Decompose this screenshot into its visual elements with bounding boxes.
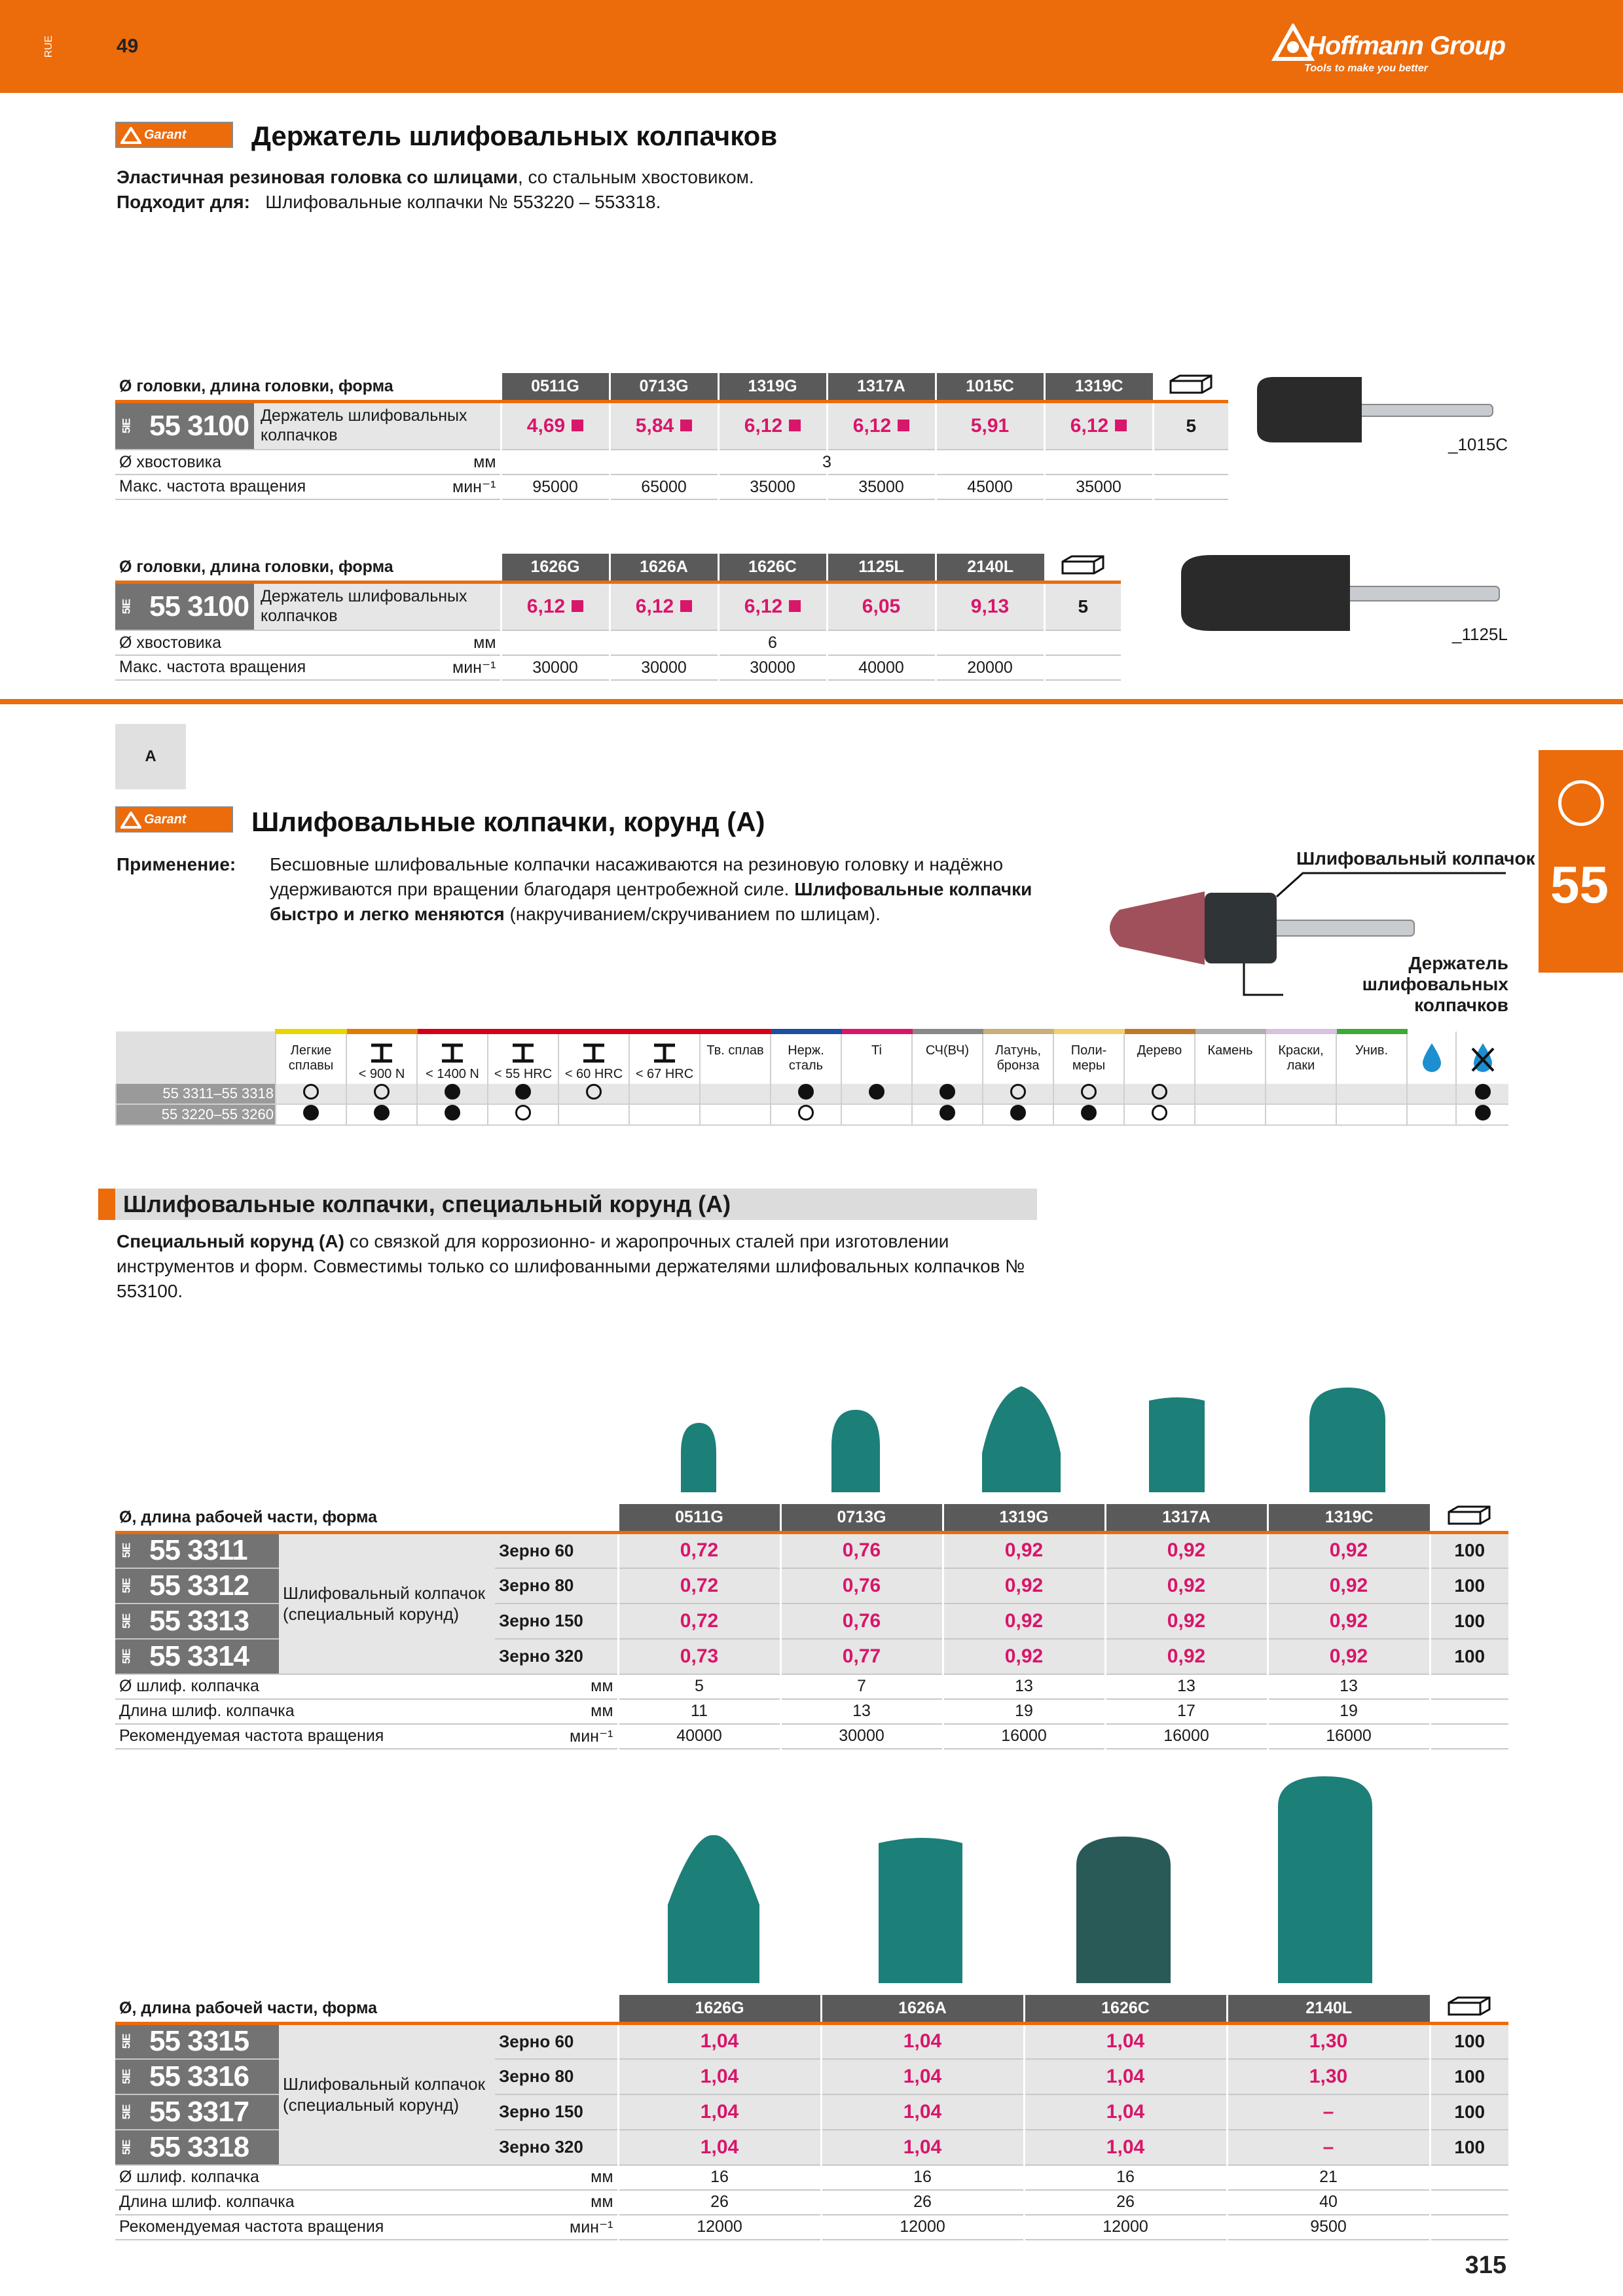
t2-price: 6,05 <box>827 583 936 631</box>
desc-bold: Эластичная резиновая головка со шлицами <box>117 167 518 187</box>
t4-grit: Зерно 80 <box>495 2059 618 2094</box>
t1-col: 0511G <box>501 373 610 402</box>
t4-col: 1626G <box>618 1995 821 2024</box>
t2-price: 6,12 <box>718 583 827 631</box>
t4-article-number: 5IE 55 3316 <box>115 2059 279 2094</box>
brand-name: Hoffmann Group <box>1306 31 1505 60</box>
t2-col: 1626A <box>610 554 718 583</box>
t4-price: 1,04 <box>618 2024 821 2059</box>
holder-caption-2: _1125L <box>1452 624 1508 644</box>
t3-price: 0,92 <box>1267 1533 1430 1568</box>
material-mark <box>1124 1104 1195 1125</box>
i-beam-icon <box>348 1043 415 1067</box>
t4-pack: 100 <box>1430 2094 1508 2130</box>
t4-pack: 100 <box>1430 2024 1508 2059</box>
t1-shank-value: 3 <box>501 450 1153 475</box>
t1-price: 6,12 <box>718 402 827 450</box>
t4-price: 1,04 <box>821 2130 1024 2165</box>
t1-price: 6,12 <box>827 402 936 450</box>
material-mark <box>1266 1104 1336 1125</box>
t4-price: 1,04 <box>1024 2130 1227 2165</box>
t3-col: 0511G <box>618 1504 780 1533</box>
t3-price: 0,92 <box>1267 1639 1430 1674</box>
t3-pack: 100 <box>1430 1533 1508 1568</box>
material-mark <box>1195 1104 1266 1125</box>
material-mark <box>629 1084 700 1104</box>
t3-spec-row: Длина шлиф. колпачка мм 11 13 19 17 19 <box>115 1699 1508 1724</box>
t3-grit: Зерно 320 <box>495 1639 618 1674</box>
t4-grit: Зерно 320 <box>495 2130 618 2165</box>
t2-article-number <box>115 584 254 630</box>
material-range: 55 3220–55 3260 <box>116 1104 276 1125</box>
material-label: Тв. сплав <box>706 1043 764 1058</box>
t4-spec-row: Ø шлиф. колпачка мм 16 16 16 21 <box>115 2165 1508 2190</box>
material-col-5 <box>629 1031 700 1084</box>
t3-pack: 100 <box>1430 1639 1508 1674</box>
t3-pack: 100 <box>1430 1604 1508 1639</box>
material-mark <box>276 1104 346 1125</box>
t1-price: 5,84 <box>610 402 718 450</box>
material-mark <box>558 1084 629 1104</box>
t1-art-cell <box>115 402 501 450</box>
fits-text: Шлифовальные колпачки № 553220 – 553318. <box>265 192 661 212</box>
t4-price: – <box>1227 2130 1430 2165</box>
material-mark <box>771 1084 841 1104</box>
t1-price: 6,12 <box>1044 402 1153 450</box>
material-mark <box>488 1104 558 1125</box>
caps-table-1 <box>115 1504 1508 1749</box>
material-label: СЧ(ВЧ) <box>925 1043 970 1058</box>
t3-article-number: 5IE 55 3311 <box>115 1533 279 1568</box>
t3-spec-row: Рекомендуемая частота вращения мин⁻¹ 40000 30000 16000 16000 16000 <box>115 1724 1508 1749</box>
t2-price: 6,12 <box>501 583 610 631</box>
t2-speed: 30000 <box>610 655 718 680</box>
t2-speed-label: Макс. частота вращения мин⁻¹ <box>115 655 501 680</box>
t3-grit: Зерно 150 <box>495 1604 618 1639</box>
material-mark <box>558 1104 629 1125</box>
package-icon <box>1153 373 1228 402</box>
t4-price: – <box>1227 2094 1430 2130</box>
t4-article-number: 5IE 55 3317 <box>115 2094 279 2130</box>
t3-price: 0,92 <box>1267 1604 1430 1639</box>
holder-table-1 <box>115 373 1228 500</box>
material-col-15 <box>1336 1031 1407 1084</box>
cap-on-holder-image <box>1093 857 1512 1001</box>
t1-speed: 35000 <box>827 475 936 499</box>
t1-speed: 95000 <box>501 475 610 499</box>
t1-col: 1319C <box>1044 373 1153 402</box>
t2-speed: 40000 <box>827 655 936 680</box>
t3-col: 1317A <box>1105 1504 1267 1533</box>
t3-price: 0,72 <box>618 1568 780 1604</box>
material-label: Краски, лаки <box>1278 1043 1324 1073</box>
t4-grit: Зерно 150 <box>495 2094 618 2130</box>
t3-grit: Зерно 80 <box>495 1568 618 1604</box>
section1-desc <box>117 165 1099 190</box>
section3-desc: Специальный корунд (А) со связкой для коррозионно- и жаропрочных сталей при изготовлении инструментов и форм. Совместимы только со шлифованными держателями шлифовальных колпачков № 553100. <box>117 1231 1025 1301</box>
i-beam-icon <box>419 1043 486 1067</box>
i-beam-icon <box>490 1043 556 1067</box>
t4-pack: 100 <box>1430 2130 1508 2165</box>
t4-col: 2140L <box>1227 1995 1430 2024</box>
garant-logo-icon <box>120 127 141 144</box>
t3-price: 0,92 <box>1105 1604 1267 1639</box>
t2-speed: 30000 <box>501 655 610 680</box>
material-mark <box>1124 1084 1195 1104</box>
t3-row <box>115 1533 1508 1568</box>
material-sub: < 67 HRC <box>635 1067 694 1081</box>
t4-spec-row: Рекомендуемая частота вращения мин⁻¹ 12000 12000 12000 9500 <box>115 2215 1508 2240</box>
grinding-wheel-icon <box>1558 780 1604 826</box>
t4-price: 1,04 <box>618 2059 821 2094</box>
t3-article-number: 5IE 55 3313 <box>115 1604 279 1639</box>
t2-head-label: Ø головки, длина головки, форма <box>115 554 501 583</box>
t4-price: 1,04 <box>821 2059 1024 2094</box>
garant-badge <box>115 122 233 148</box>
callout-holder: Держатель шлифовальных колпачков <box>1362 953 1508 1015</box>
material-mark <box>1336 1104 1407 1125</box>
i-beam-icon <box>631 1043 698 1067</box>
material-mark <box>1336 1084 1407 1104</box>
material-mark <box>346 1104 417 1125</box>
t3-price: 0,92 <box>1105 1568 1267 1604</box>
material-mark <box>276 1084 346 1104</box>
material-col-1 <box>346 1031 417 1084</box>
material-label: Ti <box>871 1043 882 1058</box>
t3-col: 1319C <box>1267 1504 1430 1533</box>
material-mark <box>1053 1084 1124 1104</box>
t2-desc: Держатель шлифовальных колпачков <box>261 587 467 625</box>
material-label: Нерж. сталь <box>788 1043 824 1073</box>
t3-desc: Шлифовальный колпачок (специальный корунд) <box>279 1533 495 1674</box>
t2-pack: 5 <box>1044 583 1121 631</box>
t4-price: 1,04 <box>1024 2024 1227 2059</box>
page-number-top: 49 <box>117 35 139 57</box>
material-label: Дерево <box>1137 1043 1182 1058</box>
usage-text: Бесшовные шлифовальные колпачки насаживаются на резиновую головку и надёжно удерживаются при вращении благодаря центробежной силе. Шлифовальные колпачки быстро и легко меняются (накручиванием/скручиванием по шлицам). <box>270 854 1032 924</box>
material-sub: < 55 HRC <box>494 1067 553 1081</box>
t2-art-prefix: 5IE <box>120 599 133 615</box>
material-col-14 <box>1266 1031 1336 1084</box>
t4-head-label: Ø, длина рабочей части, форма <box>115 1995 618 2024</box>
language-tag: RUE <box>43 35 54 58</box>
t1-speed: 35000 <box>1044 475 1153 499</box>
t4-price: 1,30 <box>1227 2059 1430 2094</box>
t4-price: 1,30 <box>1227 2024 1430 2059</box>
materials-table <box>115 1029 1508 1126</box>
material-col-11 <box>1053 1031 1124 1084</box>
material-col-7 <box>771 1031 841 1084</box>
t4-article-number: 5IE 55 3318 <box>115 2130 279 2165</box>
t3-article-number: 5IE 55 3314 <box>115 1639 279 1674</box>
material-col-6 <box>700 1031 771 1084</box>
t2-col: 1125L <box>827 554 936 583</box>
material-mark <box>983 1104 1053 1125</box>
t1-desc: Держатель шлифовальных колпачков <box>261 406 467 444</box>
t4-grit: Зерно 60 <box>495 2024 618 2059</box>
desc-rest: , со стальным хвостовиком. <box>517 167 754 187</box>
t3-price: 0,72 <box>618 1604 780 1639</box>
material-mark <box>629 1104 700 1125</box>
t1-speed: 35000 <box>718 475 827 499</box>
t4-pack: 100 <box>1430 2059 1508 2094</box>
t3-spec-row: Ø шлиф. колпачка мм 5 7 13 13 13 <box>115 1674 1508 1699</box>
t3-head-label: Ø, длина рабочей части, форма <box>115 1504 618 1533</box>
t1-art-prefix: 5IE <box>120 418 133 434</box>
package-icon <box>1430 1995 1508 2024</box>
t1-pack: 5 <box>1153 402 1228 450</box>
section-marker: A <box>115 724 186 789</box>
material-range: 55 3311–55 3318 <box>116 1084 276 1104</box>
brand-tagline: Tools to make you better <box>1304 63 1428 74</box>
t1-col: 1015C <box>936 373 1044 402</box>
t1-shank-label: Ø хвостовика мм <box>115 450 501 475</box>
t3-price: 0,92 <box>943 1639 1105 1674</box>
t4-spec-row: Длина шлиф. колпачка мм 26 26 26 40 <box>115 2190 1508 2215</box>
t4-article-number: 5IE 55 3315 <box>115 2024 279 2059</box>
section3-title: Шлифовальные колпачки, специальный корунд (А) <box>98 1189 1037 1220</box>
chapter-tab <box>1539 750 1623 973</box>
t3-price: 0,92 <box>1267 1568 1430 1604</box>
t2-art-cell <box>115 583 501 631</box>
material-mark <box>912 1084 983 1104</box>
t3-article-number: 5IE 55 3312 <box>115 1568 279 1604</box>
t4-price: 1,04 <box>1024 2094 1227 2130</box>
material-mark <box>1053 1104 1124 1125</box>
package-icon <box>1430 1504 1508 1533</box>
material-mark <box>983 1084 1053 1104</box>
t4-col: 1626A <box>821 1995 1024 2024</box>
material-mark <box>1195 1084 1266 1104</box>
cap-images-row-1 <box>629 1374 1414 1505</box>
material-mark <box>488 1084 558 1104</box>
t2-price: 9,13 <box>936 583 1044 631</box>
t2-col: 1626C <box>718 554 827 583</box>
t3-price: 0,92 <box>1105 1639 1267 1674</box>
material-mark <box>346 1084 417 1104</box>
t3-price: 0,92 <box>943 1533 1105 1568</box>
t4-price: 1,04 <box>821 2024 1024 2059</box>
material-mark <box>841 1104 912 1125</box>
t1-speed-label: Макс. частота вращения мин⁻¹ <box>115 475 501 499</box>
t3-price: 0,92 <box>943 1568 1105 1604</box>
t1-col: 1319G <box>718 373 827 402</box>
page-number-bottom: 315 <box>1465 2251 1506 2279</box>
chapter-number: 55 <box>1550 855 1609 914</box>
t2-shank-label: Ø хвостовика мм <box>115 630 501 655</box>
material-mark <box>1456 1104 1508 1125</box>
material-col-12 <box>1124 1031 1195 1084</box>
t2-art-text: 55 3100 <box>149 590 249 622</box>
t3-price: 0,92 <box>943 1604 1105 1639</box>
material-mark <box>700 1084 771 1104</box>
material-mark <box>1266 1084 1336 1104</box>
usage-label: Применение: <box>117 854 236 874</box>
section1-fits <box>117 190 1099 215</box>
material-label: Поли-меры <box>1070 1043 1107 1073</box>
t4-price: 1,04 <box>821 2094 1024 2130</box>
material-mark <box>417 1084 488 1104</box>
material-sub: < 1400 N <box>426 1067 479 1081</box>
wet-crossed-drop-icon <box>1456 1031 1508 1084</box>
t1-price: 4,69 <box>501 402 610 450</box>
material-col-9 <box>912 1031 983 1084</box>
t1-art-text: 55 3100 <box>149 410 249 442</box>
t2-speed: 30000 <box>718 655 827 680</box>
garant-logo-icon <box>120 812 141 829</box>
garant-label: Garant <box>144 128 187 142</box>
t4-col: 1626C <box>1024 1995 1227 2024</box>
t2-speed: 20000 <box>936 655 1044 680</box>
t1-col: 1317A <box>827 373 936 402</box>
i-beam-icon <box>560 1043 627 1067</box>
material-label: Легкие сплавы <box>288 1043 334 1073</box>
t3-col: 1319G <box>943 1504 1105 1533</box>
material-sub: < 900 N <box>358 1067 405 1081</box>
material-col-2 <box>417 1031 488 1084</box>
t1-price: 5,91 <box>936 402 1044 450</box>
t1-head-label: Ø головки, длина головки, форма <box>115 373 501 402</box>
t4-price: 1,04 <box>618 2094 821 2130</box>
material-mark <box>417 1104 488 1125</box>
t4-desc: Шлифовальный колпачок (специальный корунд) <box>279 2024 495 2165</box>
t3-price: 0,77 <box>780 1639 943 1674</box>
t3-price: 0,73 <box>618 1639 780 1674</box>
material-label: Унив. <box>1355 1043 1389 1058</box>
material-label: Латунь, бронза <box>994 1043 1042 1073</box>
package-icon <box>1044 554 1121 583</box>
holder-table-2 <box>115 554 1121 681</box>
section-divider <box>0 699 1623 704</box>
t2-col: 1626G <box>501 554 610 583</box>
material-col-10 <box>983 1031 1053 1084</box>
material-mark <box>1407 1104 1456 1125</box>
t1-article-number <box>115 403 254 449</box>
t2-col: 2140L <box>936 554 1044 583</box>
t3-price: 0,76 <box>780 1568 943 1604</box>
t1-col: 0713G <box>610 373 718 402</box>
t3-price: 0,76 <box>780 1533 943 1568</box>
callout-cap: Шлифовальный колпачок <box>1296 848 1535 869</box>
material-mark <box>1456 1084 1508 1104</box>
material-mark <box>912 1104 983 1125</box>
t4-price: 1,04 <box>1024 2059 1227 2094</box>
caps-table-2 <box>115 1995 1508 2240</box>
cap-images-row-2 <box>642 1767 1414 1996</box>
holder-caption-1: _1015C <box>1448 435 1508 454</box>
t2-shank-value: 6 <box>501 630 1044 655</box>
fits-label: Подходит для: <box>117 192 250 212</box>
garant-badge <box>115 806 233 833</box>
t3-pack: 100 <box>1430 1568 1508 1604</box>
t1-speed: 45000 <box>936 475 1044 499</box>
material-col-4 <box>558 1031 629 1084</box>
garant-label: Garant <box>144 812 187 827</box>
t4-price: 1,04 <box>618 2130 821 2165</box>
material-label: Камень <box>1207 1043 1253 1058</box>
t3-price: 0,72 <box>618 1533 780 1568</box>
t3-col: 0713G <box>780 1504 943 1533</box>
material-mark <box>771 1104 841 1125</box>
t4-row <box>115 2024 1508 2059</box>
material-mark <box>841 1084 912 1104</box>
material-col-8 <box>841 1031 912 1084</box>
t3-price: 0,76 <box>780 1604 943 1639</box>
section1-title: Держатель шлифовальных колпачков <box>251 120 778 151</box>
t3-price: 0,92 <box>1105 1533 1267 1568</box>
t1-speed: 65000 <box>610 475 718 499</box>
section2-title: Шлифовальные колпачки, корунд (А) <box>251 806 765 837</box>
dry-drop-icon <box>1407 1031 1456 1084</box>
material-mark <box>700 1104 771 1125</box>
material-mark <box>1407 1084 1456 1104</box>
material-col-3 <box>488 1031 558 1084</box>
material-col-0 <box>276 1031 346 1084</box>
t3-grit: Зерно 60 <box>495 1533 618 1568</box>
t2-price: 6,12 <box>610 583 718 631</box>
material-sub: < 60 HRC <box>564 1067 623 1081</box>
material-col-13 <box>1195 1031 1266 1084</box>
